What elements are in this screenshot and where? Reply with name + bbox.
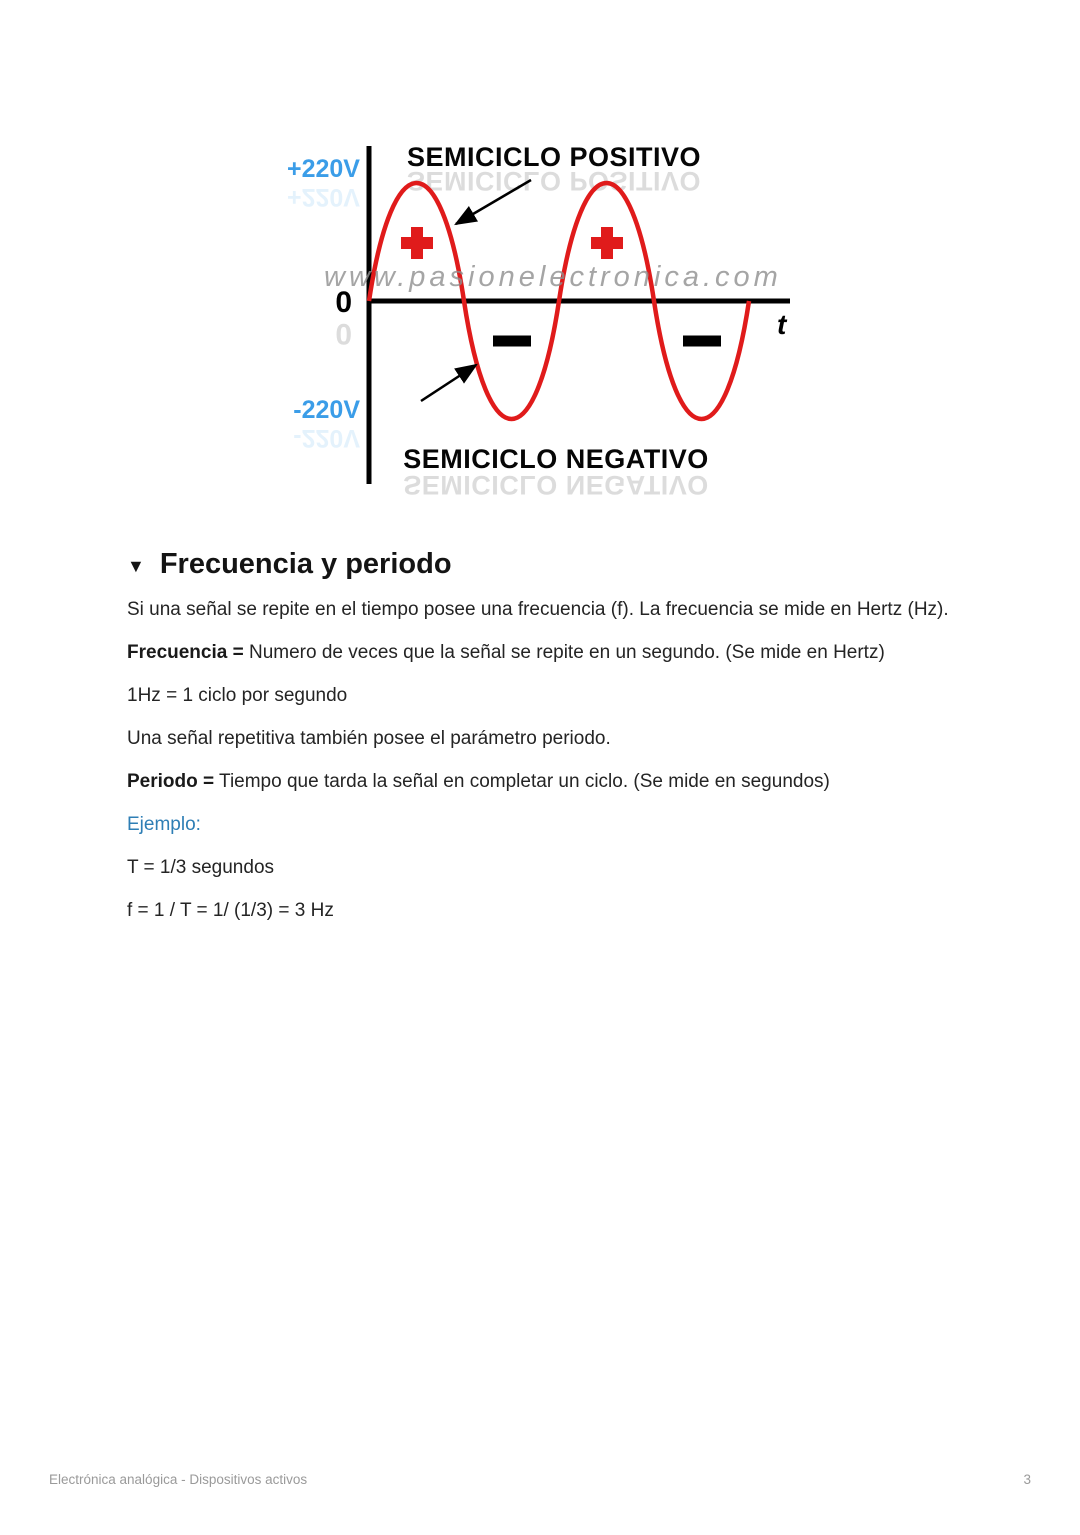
paragraph-example-label — [127, 810, 950, 840]
paragraph-example-frequency — [127, 896, 950, 926]
example-link[interactable]: Ejemplo: — [127, 814, 201, 835]
plus-symbol-1 — [401, 227, 433, 259]
paragraph-period-intro — [127, 724, 950, 754]
paragraph-period-definition — [127, 767, 950, 797]
svg-text:SEMICICLO POSITIVO: SEMICICLO POSITIVO — [406, 166, 702, 196]
positive-voltage-label: +220V — [287, 155, 360, 183]
footer-page-number: 3 — [1023, 1472, 1031, 1487]
paragraph-text: Si una señal se repite en el tiempo posee una frecuencia (f). La frecuencia se mide en Hertz (Hz). — [127, 599, 949, 620]
paragraph-text: T = 1/3 segundos — [127, 857, 275, 878]
svg-text:+220V: +220V — [287, 183, 360, 211]
watermark-text: www.pasionelectronica.com — [324, 261, 782, 293]
arrow-to-negative-halfcycle — [421, 365, 476, 401]
paragraph-text: f = 1 / T = 1/ (1/3) = 3 Hz — [127, 900, 334, 921]
svg-text:0: 0 — [335, 317, 352, 350]
plus-symbol-2 — [591, 227, 623, 259]
zero-label: 0 — [335, 286, 352, 319]
sine-wave-svg — [284, 138, 814, 498]
paragraph-frequency-definition — [127, 638, 950, 668]
paragraph-example-period — [127, 853, 950, 883]
page-footer — [49, 1472, 1031, 1487]
section-heading-text: Frecuencia y periodo — [159, 548, 452, 580]
semiciclo-positivo-label: SEMICICLO POSITIVO — [406, 142, 702, 172]
paragraph-frequency-intro — [127, 595, 950, 625]
document-page — [0, 138, 1080, 1487]
paragraph-text: 1Hz = 1 ciclo por segundo — [127, 685, 348, 706]
document-body — [0, 548, 1080, 926]
paragraph-hz-definition — [127, 681, 950, 711]
semiciclo-negativo-label: SEMICICLO NEGATIVO — [403, 444, 709, 474]
section-heading — [127, 548, 950, 581]
term-frecuencia: Frecuencia = — [127, 642, 244, 663]
toggle-triangle-icon[interactable]: ▼ — [127, 556, 145, 576]
svg-text:SEMICICLO NEGATIVO: SEMICICLO NEGATIVO — [403, 470, 709, 500]
sine-wave-figure[interactable] — [284, 138, 814, 498]
paragraph-text: Tiempo que tarda la señal en completar un ciclo. (Se mide en segundos) — [214, 771, 830, 792]
paragraph-text: Una señal repetitiva también posee el parámetro periodo. — [127, 728, 611, 749]
term-periodo: Periodo = — [127, 771, 215, 792]
footer-document-title: Electrónica analógica - Dispositivos activos — [49, 1472, 308, 1487]
negative-voltage-label: -220V — [293, 396, 360, 424]
time-axis-label: t — [777, 309, 787, 340]
svg-text:-220V: -220V — [293, 424, 360, 452]
paragraph-text: Numero de veces que la señal se repite en un segundo. (Se mide en Hertz) — [243, 642, 885, 663]
